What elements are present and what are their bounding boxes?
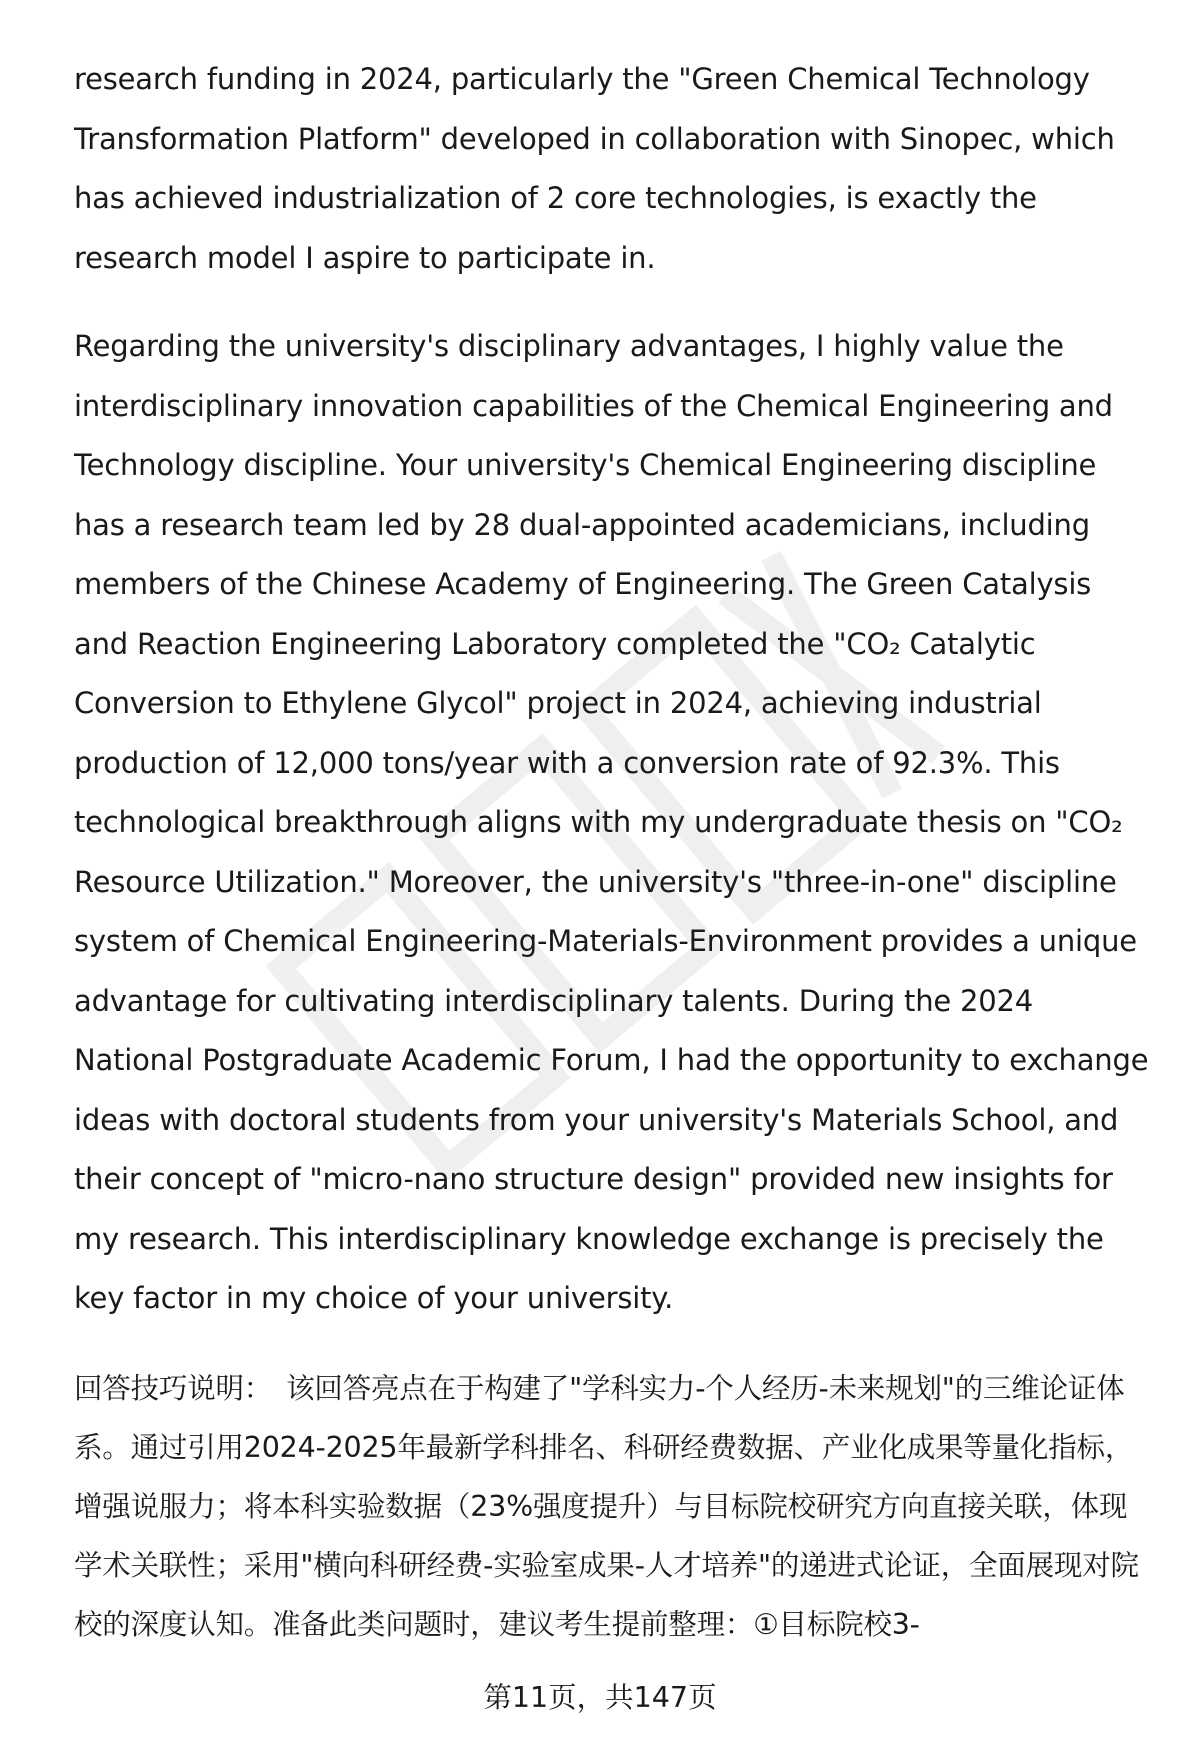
- tip-label: 回答技巧说明：: [74, 1371, 273, 1405]
- tip-text: 该回答亮点在于构建了"学科实力-个人经历-未来规划"的三维论证体系。通过引用2024-2025年最新学科排名、科研经费数据、产业化成果等量化指标，增强说服力；将本科实验数据（23%强度提升）与目标院校研究方向直接关联，体现学术关联性；采用"横向科研经费-实验室成果-人才培养"的递进式论证，全面展现对院校的深度认知。准备此类问题时，建议考生提前整理：①目标院校3-: [74, 1371, 1139, 1641]
- page-content: [74, 50, 1154, 1654]
- paragraph-disciplinary-advantages: Regarding the university's disciplinary advantages, I highly value the interdisciplinary innovation capabilities of the Chemical Engineering and Technology discipline. Your university's Chemical Engineering discipline has a research team led by 28 dual-appointed academicians, including members of the Chinese Academy of Engineering. The Green Catalysis and Reaction Engineering Laboratory completed the "CO₂ Catalytic Conversion to Ethylene Glycol" project in 2024, achieving industrial production of 12,000 tons/year with a conversion rate of 92.3%. This technological breakthrough aligns with my undergraduate thesis on "CO₂ Resource Utilization." Moreover, the university's "three-in-one" discipline system of Chemical Engineering-Materials-Environment provides a unique advantage for cultivating interdisciplinary talents. During the 2024 National Postgraduate Academic Forum, I had the opportunity to exchange ideas with doctoral students from your university's Materials School, and their concept of "micro-nano structure design" provided new insights for my research. This interdisciplinary knowledge exchange is precisely the key factor in my choice of your university.: [74, 329, 1149, 1315]
- answer-tips-paragraph: [74, 1359, 1154, 1654]
- paragraph-funding: research funding in 2024, particularly the "Green Chemical Technology Transformation Platform" developed in collaboration with Sinopec, which has achieved industrialization of 2 core technologies, is exactly the research model I aspire to participate in.: [74, 62, 1115, 275]
- page-number: 第11页，共147页: [483, 1681, 717, 1714]
